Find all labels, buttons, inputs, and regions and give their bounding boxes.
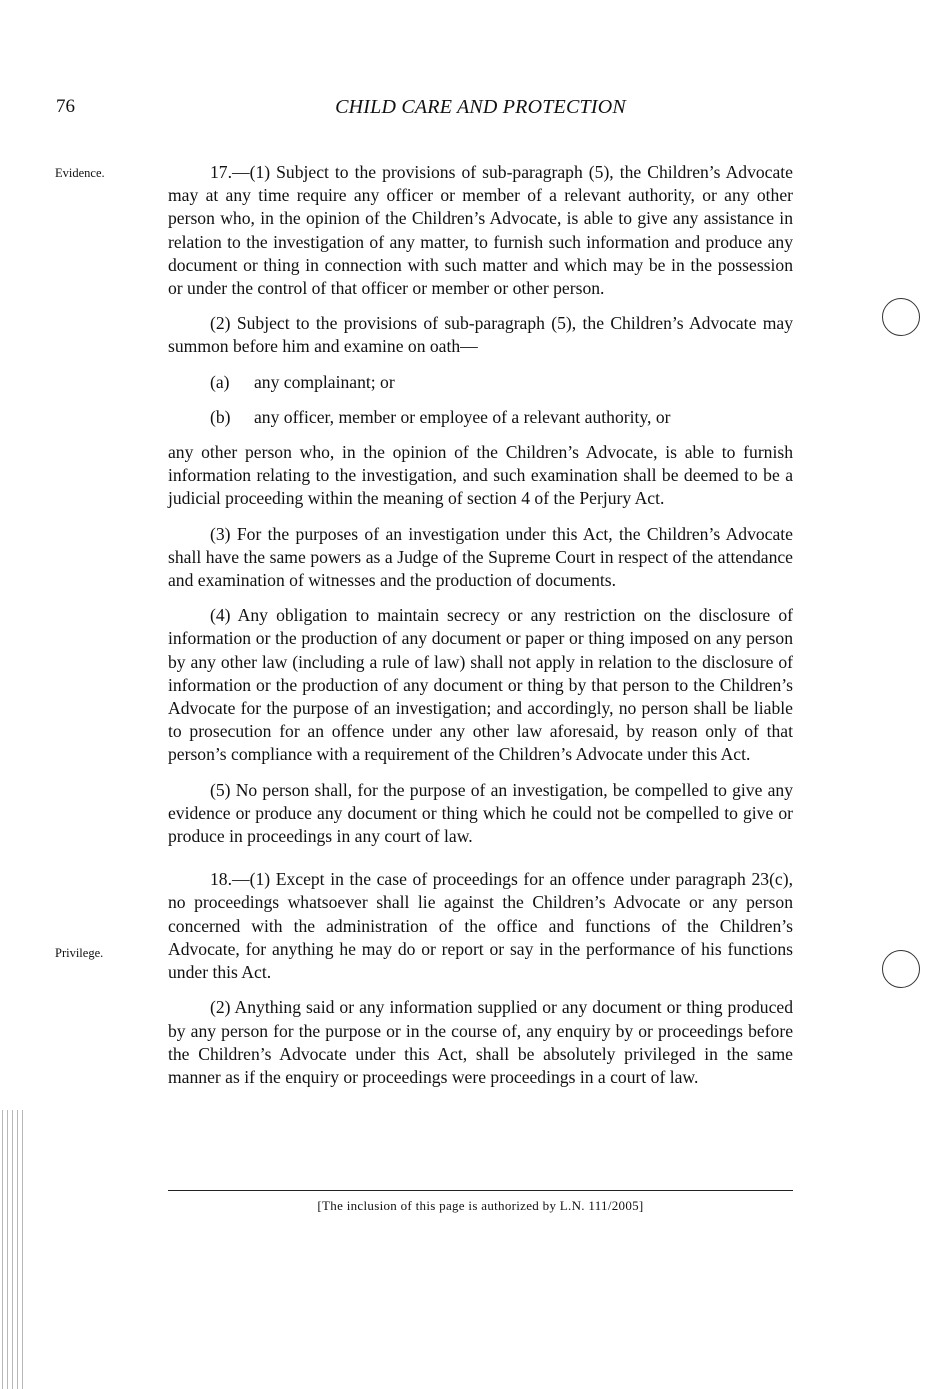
document-body [168, 161, 793, 1101]
section-17-subsection-2-continuation: any other person who, in the opinion of the Children’s Advocate, is able to furnish information relating to the investigation, and such examination shall be deemed to be a judicial proceeding within the meaning of section 4 of the Perjury Act. [168, 442, 793, 509]
section-17-item-a [210, 371, 793, 394]
punch-hole-lower [882, 950, 920, 988]
footer-divider [168, 1190, 793, 1191]
section-17-subsection-5: (5) No person shall, for the purpose of an investigation, be compelled to give any evidence or produce any document or thing which he could not be compelled to give or produce in proceedings in any court of law. [168, 779, 793, 847]
footer-authorization: [The inclusion of this page is authorized by L.N. 111/2005] [317, 1198, 644, 1213]
section-17-subsection-2: (2) Subject to the provisions of sub-paragraph (5), the Children’s Advocate may summon before him and examine on oath— [168, 313, 793, 357]
item-b-text: any officer, member or employee of a relevant authority, or [254, 406, 671, 427]
page-number: 76 [56, 96, 75, 117]
item-b-label: (b) [210, 406, 231, 427]
binding-edge-marks [0, 1110, 24, 1389]
running-title: CHILD CARE AND PROTECTION [335, 96, 626, 118]
item-a-text: any complainant; or [254, 371, 395, 392]
section-17-subsection-3: (3) For the purposes of an investigation under this Act, the Children’s Advocate shall have the same powers as a Judge of the Supreme Court in respect of the attendance and examination of witnesses and the production of documents. [168, 523, 793, 591]
margin-note-privilege: Privilege. [55, 946, 104, 960]
section-17-item-b [210, 406, 793, 429]
margin-note-evidence: Evidence. [55, 166, 105, 180]
section-18-subsection-2: (2) Anything said or any information supplied or any document or thing produced by any person for the purpose or in the course of, any enquiry by or proceedings before the Children’s Advocate under this Act, shall be absolutely privileged in the same manner as if the enquiry or proceedings were proceedings in a court of law. [168, 997, 793, 1087]
section-17-subsection-4: (4) Any obligation to maintain secrecy or any restriction on the disclosure of information or the production of any document or paper or thing imposed on any person by any other law (including a rule of law) shall not apply in relation to the disclosure of information or the production of any document or thing by that person to the Children’s Advocate for the purpose of an investigation; and accordingly, no person shall be liable to prosecution for an offence under any other law aforesaid, by reason only of that person’s compliance with a requirement of the Children’s Advocate under this Act. [168, 605, 793, 765]
section-17-subsection-1: 17.—(1) Subject to the provisions of sub-paragraph (5), the Children’s Advocate may at any time require any officer or member of a relevant authority, or any other person who, in the opinion of the Children’s Advocate, is able to give any assistance in relation to the investigation of any matter, to furnish such information and produce any document or thing in connection with such matter and which may be in the possession or under the control of that officer or member or other person. [168, 162, 793, 299]
section-18-subsection-1: 18.—(1) Except in the case of proceedings for an offence under paragraph 23(c), no proceedings whatsoever shall lie against the Children’s Advocate or any person concerned with the administration of the office and functions of the Children’s Advocate, for anything he may do or report or say in the performance of his functions under this Act. [168, 869, 793, 983]
item-a-label: (a) [210, 371, 230, 392]
punch-hole-upper [882, 298, 920, 336]
